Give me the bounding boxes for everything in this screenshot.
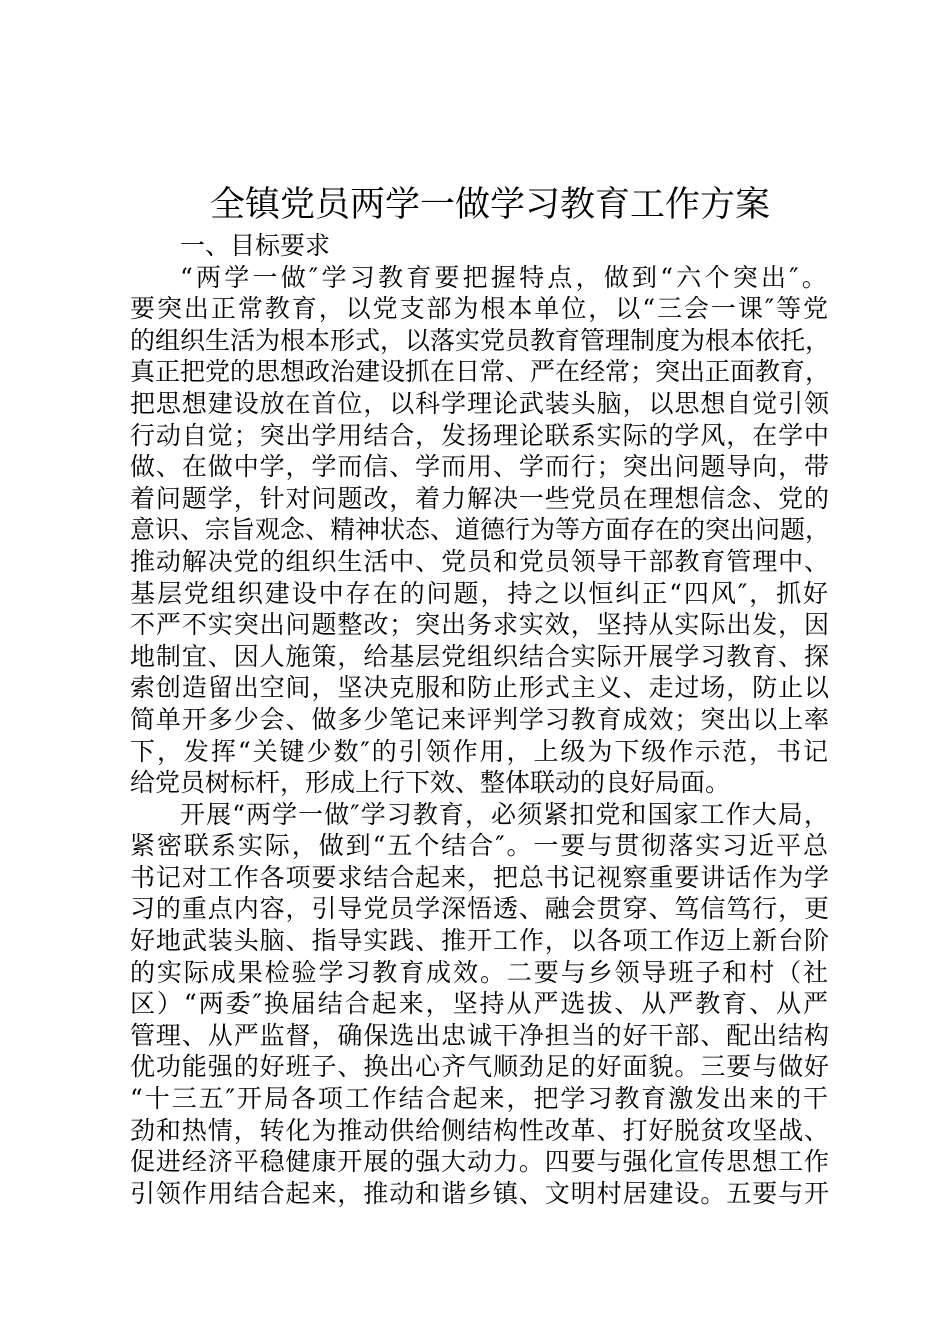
body-line-text: 劲和热情，转化为推动供给侧结构性改革、打好脱贫攻坚战、 (130, 1115, 830, 1145)
body-line-text: 下，发挥“关键少数″的引领作用，上级为下级作示范，书记 (130, 736, 830, 766)
body-line-text: 着问题学，针对问题改，着力解决一些党员在理想信念、党的 (130, 483, 830, 513)
body-line (130, 957, 830, 989)
body-line-text: 地制宜、因人施策，给基层党组织结合实际开展学习教育、探 (130, 641, 830, 671)
body-line-text: 优功能强的好班子、换出心齐气顺劲足的好面貌。三要与做好 (130, 1052, 830, 1082)
body-line (130, 451, 830, 483)
body-line (130, 293, 830, 325)
body-line-text: “十三五″开局各项工作结合起来，把学习教育激发出来的干 (130, 1084, 830, 1114)
body-line (130, 1115, 830, 1147)
body-line (130, 325, 830, 357)
body-line-text: 好地武装头脑、指导实践、推开工作，以各项工作迈上新台阶 (130, 926, 830, 956)
body-line (130, 1020, 830, 1052)
body-line-text: 的实际成果检验学习教育成效。二要与乡领导班子和村（社 (130, 957, 830, 987)
body-line-text: 行动自觉；突出学用结合，发扬理论联系实际的学风，在学中 (130, 420, 830, 450)
body-line-text: 基层党组织建设中存在的问题，持之以恒纠正“四风″，抓好 (130, 578, 830, 608)
body-line (130, 672, 830, 704)
body-line (130, 799, 830, 831)
body-line (130, 514, 830, 546)
body-line-text: 意识、宗旨观念、精神状态、道德行为等方面存在的突出问题， (130, 515, 830, 545)
body-line-text: 给党员树标杆，形成上行下效、整体联动的良好局面。 (130, 768, 731, 798)
body-line-text: 促进经济平稳健康开展的强大动力。四要与强化宣传思想工作 (130, 1147, 830, 1177)
body-line (130, 736, 830, 768)
body-line-text: 索创造留出空间，坚决克服和防止形式主义、走过场，防止以 (130, 673, 830, 703)
body-line-text: 区）“两委″换届结合起来，坚持从严选拔、从严教育、从严 (130, 989, 830, 1019)
body-line-text: 真正把党的思想政治建设抓在日常、严在经常；突出正面教育， (130, 357, 830, 387)
body-line-text: 书记对工作各项要求结合起来，把总书记视察重要讲话作为学 (130, 862, 830, 892)
body-line (130, 1178, 830, 1210)
body-line (130, 767, 830, 799)
body-line (130, 388, 830, 420)
body-line-text: “两学一做″学习教育要把握特点，做到“六个突出″。 (180, 262, 830, 292)
body-line-text: 不严不实突出问题整改；突出务求实效，坚持从实际出发，因 (130, 610, 830, 640)
document-body (130, 230, 830, 1209)
body-line (130, 483, 830, 515)
body-line-text: 习的重点内容，引导党员学深悟透、融会贯穿、笃信笃行，更 (130, 894, 830, 924)
body-line (130, 230, 830, 262)
body-line-text: 引领作用结合起来，推动和谐乡镇、文明村居建设。五要与开 (130, 1178, 830, 1208)
body-line (130, 704, 830, 736)
document-page (130, 182, 830, 1209)
body-line-text: 推动解决党的组织生活中、党员和党员领导干部教育管理中、 (130, 546, 830, 576)
body-line (130, 988, 830, 1020)
body-line-text: 开展“两学一做″学习教育，必须紧扣党和国家工作大局， (180, 799, 830, 829)
body-line (130, 420, 830, 452)
body-line (130, 578, 830, 610)
body-line (130, 641, 830, 673)
body-line-text: 管理、从严监督，确保选出忠诚干净担当的好干部、配出结构 (130, 1020, 830, 1050)
body-line (130, 1051, 830, 1083)
body-line (130, 262, 830, 294)
body-line (130, 893, 830, 925)
body-line (130, 356, 830, 388)
body-line (130, 925, 830, 957)
body-line (130, 1083, 830, 1115)
body-line-text: 一、目标要求 (180, 231, 331, 260)
body-line (130, 609, 830, 641)
body-line (130, 830, 830, 862)
body-line-text: 要突出正常教育，以党支部为根本单位，以“三会一课″等党 (130, 294, 830, 324)
body-line-text: 把思想建设放在首位，以科学理论武装头脑，以思想自觉引领 (130, 388, 830, 418)
body-line (130, 1146, 830, 1178)
body-line-text: 简单开多少会、做多少笔记来评判学习教育成效；突出以上率 (130, 704, 830, 734)
body-line-text: 的组织生活为根本形式，以落实党员教育管理制度为根本依托， (130, 325, 830, 355)
document-title: 全镇党员两学一做学习教育工作方案 (209, 185, 770, 225)
body-line-text: 做、在做中学，学而信、学而用、学而行；突出问题导向，带 (130, 452, 830, 482)
body-line (130, 546, 830, 578)
body-line-text: 紧密联系实际，做到“五个结合″。一要与贯彻落实习近平总 (130, 831, 830, 861)
body-line (130, 862, 830, 894)
